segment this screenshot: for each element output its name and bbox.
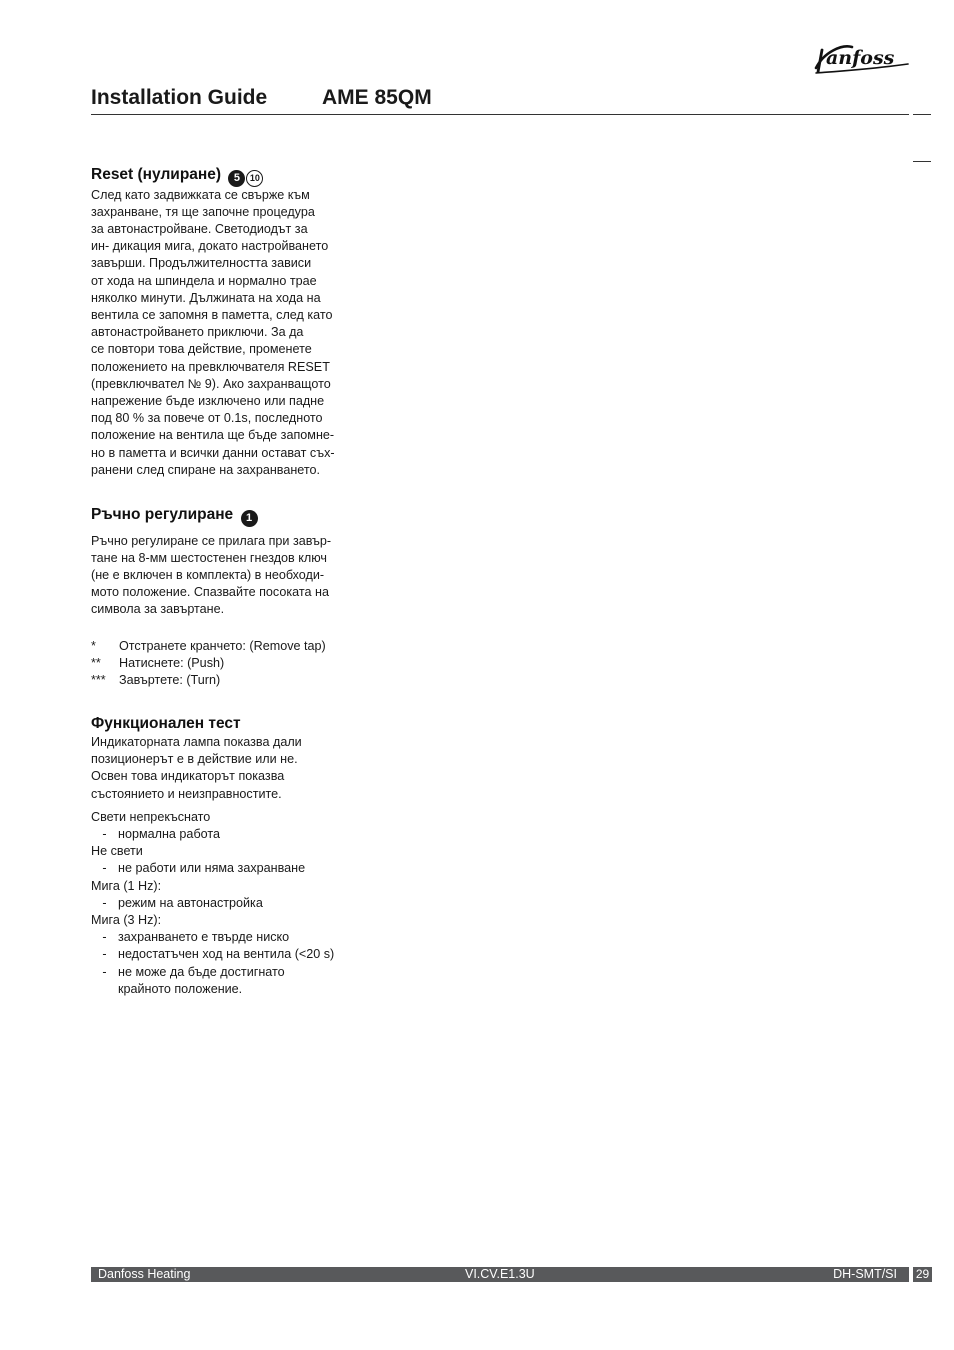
danfoss-logo xyxy=(812,38,912,76)
footer-company: Danfoss Heating xyxy=(98,1267,191,1281)
footnote-mark: *** xyxy=(91,672,106,687)
reset-text-line: за автонастройване. Светодиодът за xyxy=(91,221,308,236)
reset-text-line: положение на вентила ще бъде запомне- xyxy=(91,428,335,443)
footnote-list xyxy=(91,638,361,690)
indicator-state-text: недостатъчен ход на вентила (<20 s) xyxy=(118,947,335,962)
reset-heading xyxy=(91,165,361,187)
function-text-line: позиционерът е в действие или не. xyxy=(91,752,298,767)
bullet-dash: - xyxy=(102,964,107,979)
indicator-state-label: Мига (1 Hz): xyxy=(91,878,162,893)
indicator-state-item xyxy=(91,826,361,843)
indicator-state-text: захранването е твърде ниско xyxy=(118,930,290,945)
manual-text-line: тане на 8-мм шестостенен гнездов ключ xyxy=(91,550,327,565)
reset-text-line: няколко минути. Дължината на хода на xyxy=(91,290,321,305)
reset-paragraph xyxy=(91,187,361,479)
header-rule xyxy=(91,114,909,115)
svg-text:anfoss: anfoss xyxy=(826,47,895,69)
bullet-dash: - xyxy=(102,861,107,876)
reset-text-line: но в паметта и всички данни остават съх- xyxy=(91,445,335,460)
margin-mark xyxy=(913,161,931,162)
manual-section xyxy=(91,505,361,689)
indicator-state-text: не може да бъде достигнато xyxy=(118,964,285,979)
reset-text-line: от хода на шпиндела и нормално трае xyxy=(91,273,317,288)
function-text-line: Индикаторната лампа показва дали xyxy=(91,735,302,749)
manual-text-line: мото положение. Спазвайте посоката на xyxy=(91,585,329,600)
bullet-dash: - xyxy=(102,947,107,962)
reset-text-line: ин- дикация мига, докато настройването xyxy=(91,239,329,254)
manual-text-line: символа за завъртане. xyxy=(91,602,225,617)
function-test-section xyxy=(91,714,361,998)
reset-section xyxy=(91,165,361,479)
indicator-state-text: не работи или няма захранване xyxy=(118,861,306,876)
footnote-item xyxy=(91,672,361,689)
manual-heading xyxy=(91,505,361,527)
function-test-heading: Функционален тест xyxy=(91,715,241,732)
indicator-state-text: режим на автонастройка xyxy=(118,895,263,910)
indicator-state-item xyxy=(91,946,361,963)
reset-text-line: ранени след спиране на захранването. xyxy=(91,462,321,477)
bullet-dash: - xyxy=(102,827,107,842)
reset-text-line: напрежение бъде изключено или падне xyxy=(91,393,325,408)
manual-paragraph xyxy=(91,533,361,619)
reset-text-line: захранване, тя ще започне процедура xyxy=(91,204,315,219)
indicator-state-item xyxy=(91,964,361,981)
manual-text-line: Ръчно регулиране се прилага при завър- xyxy=(91,533,332,548)
indicator-state-item xyxy=(91,860,361,877)
indicator-state-item xyxy=(91,895,361,912)
product-name: AME 85QM xyxy=(322,86,432,109)
page-number: 29 xyxy=(913,1267,932,1282)
reset-text-line: положението на превключвателя RESET xyxy=(91,359,330,374)
number-5-icon: 5 xyxy=(228,170,245,187)
footnote-mark: ** xyxy=(91,655,101,670)
footnote-mark: * xyxy=(91,638,96,653)
number-1-icon: 1 xyxy=(241,510,258,527)
footer-department: DH-SMT/SI xyxy=(833,1267,897,1281)
indicator-state-continuation: крайното положение. xyxy=(118,981,243,996)
footnote-item xyxy=(91,655,361,672)
footnote-item xyxy=(91,638,361,655)
reset-text-line: вентила се запомня в паметта, след като xyxy=(91,307,333,322)
reset-text-line: се повтори това действие, променете xyxy=(91,342,312,357)
document-title: Installation Guide xyxy=(91,86,268,109)
bullet-dash: - xyxy=(102,895,107,910)
indicator-state-label: Свети непрекъснато xyxy=(91,809,211,824)
indicator-state-list xyxy=(91,809,361,998)
reset-heading-text: Reset (нулиране) xyxy=(91,166,222,183)
indicator-state-label: Мига (3 Hz): xyxy=(91,913,162,928)
function-text-line: състоянието и неизправностите. xyxy=(91,786,282,801)
manual-heading-text: Ръчно регулиране xyxy=(91,506,234,523)
footnote-text: Отстранете кранчето: (Remove tap) xyxy=(119,638,326,653)
number-10-icon: 10 xyxy=(246,170,263,187)
function-test-paragraph xyxy=(91,734,361,803)
function-text-line: Освен това индикаторът показва xyxy=(91,769,285,784)
footer-doc-code: VI.CV.E1.3U xyxy=(465,1267,535,1281)
manual-text-line: (не е включен в комплекта) в необходи- xyxy=(91,567,325,582)
footnote-text: Завъртете: (Turn) xyxy=(119,672,221,687)
indicator-state-label: Не свети xyxy=(91,844,143,859)
footnote-text: Натиснете: (Push) xyxy=(119,655,225,670)
bullet-dash: - xyxy=(102,930,107,945)
reset-text-line: автонастройването приключи. За да xyxy=(91,325,304,340)
reset-text-line: След като задвижката се свърже към xyxy=(91,187,310,202)
reset-text-line: (превключвател № 9). Ако захранващото xyxy=(91,376,331,391)
footer-bar xyxy=(91,1267,909,1282)
margin-mark xyxy=(913,114,931,115)
indicator-state-item xyxy=(91,929,361,946)
reset-text-line: завърши. Продължителността зависи xyxy=(91,256,312,271)
indicator-state-text: нормална работа xyxy=(118,827,221,842)
reset-text-line: под 80 % за повече от 0.1s, последното xyxy=(91,411,323,426)
